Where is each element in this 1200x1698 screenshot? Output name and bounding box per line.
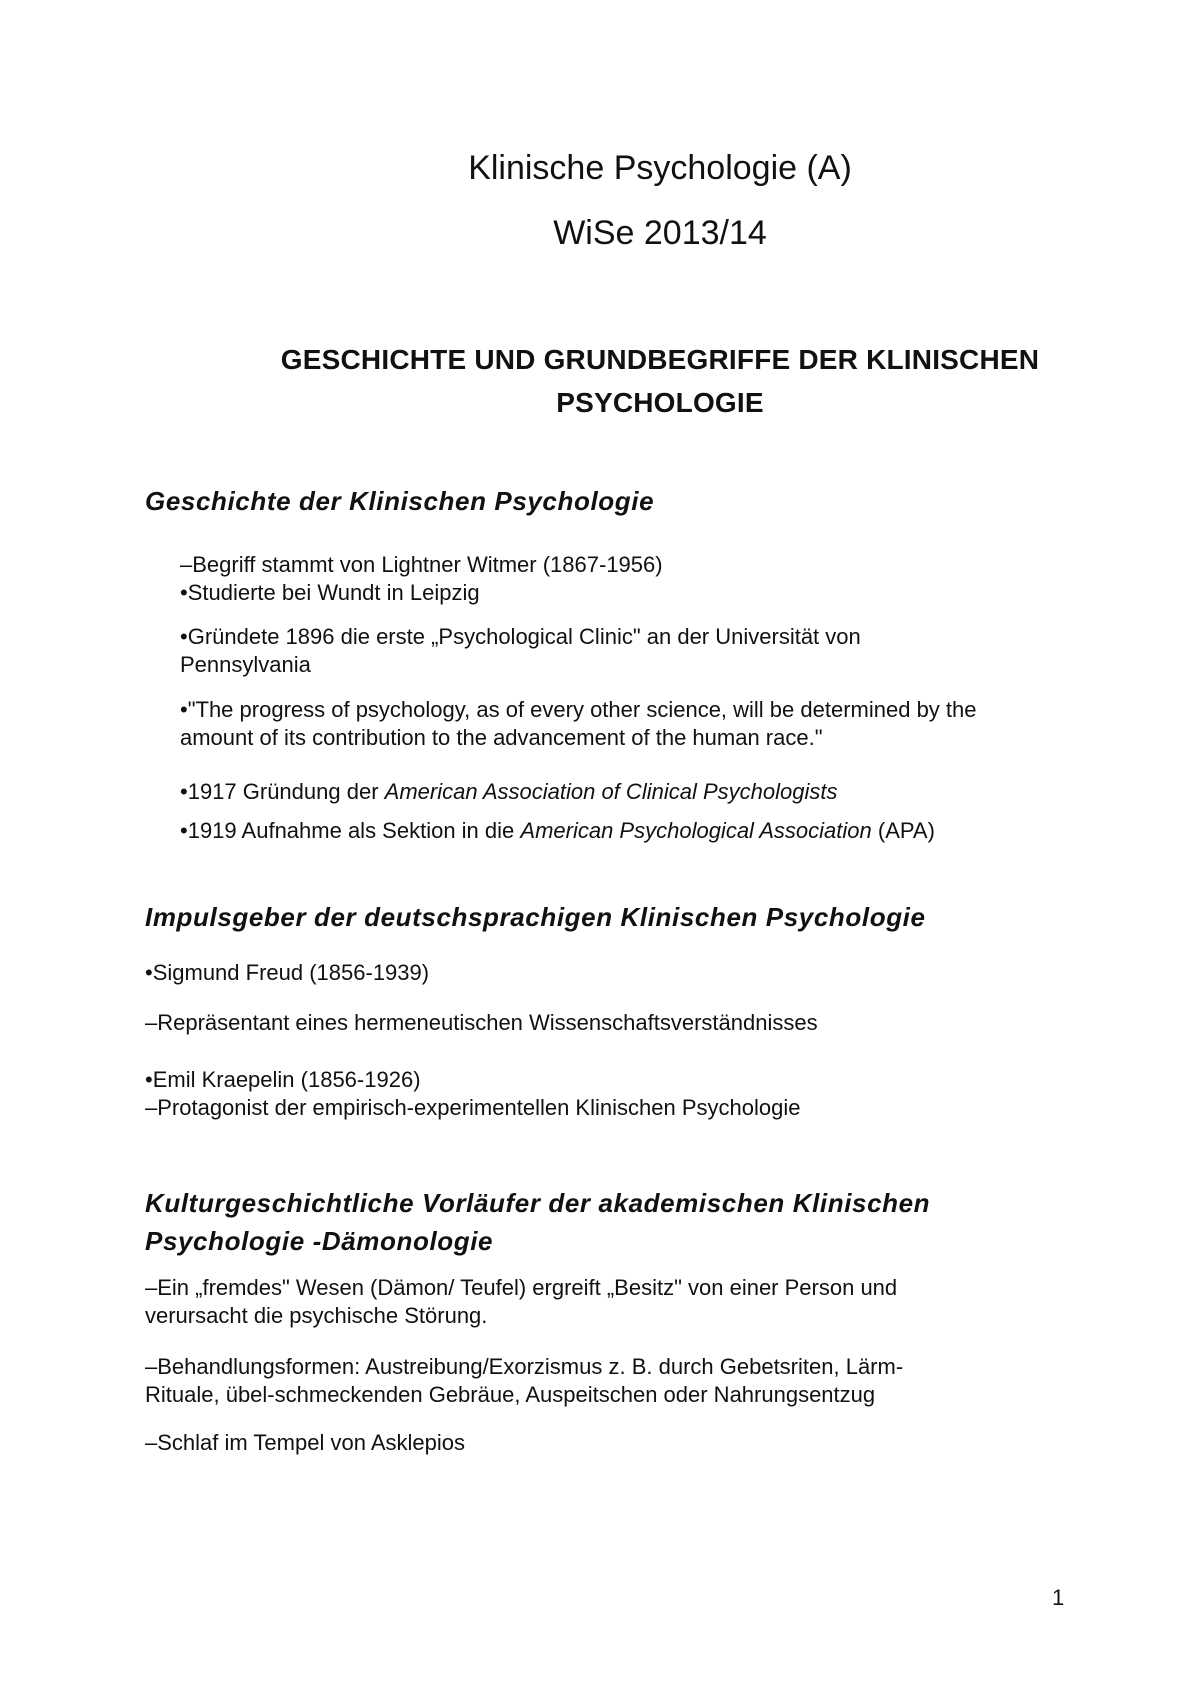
list-item-1917 [180, 779, 837, 805]
organization-name: American Association of Clinical Psychologists [384, 779, 838, 804]
list-item: •Gründete 1896 die erste „Psychological Clinic" an der Universität von [180, 624, 861, 649]
list-item-continuation: Pennsylvania [180, 652, 311, 677]
list-item: –Behandlungsformen: Austreibung/Exorzismus z. B. durch Gebetsriten, Lärm- [145, 1354, 904, 1379]
list-item-continuation: amount of its contribution to the advancement of the human race." [180, 725, 823, 750]
section-heading-impulsgeber: Impulsgeber der deutschsprachigen Klinischen Psychologie [145, 902, 926, 932]
section-heading-kulturgeschichte-line-2: Psychologie -Dämonologie [145, 1226, 494, 1256]
semester-label: WiSe 2013/14 [553, 214, 767, 252]
list-item-continuation: Rituale, übel-schmeckenden Gebräue, Auspeitschen oder Nahrungsentzug [145, 1382, 876, 1407]
section-heading-geschichte: Geschichte der Klinischen Psychologie [145, 486, 655, 516]
list-item: –Begriff stammt von Lightner Witmer (1867-1956) [180, 552, 663, 577]
list-item: •"The progress of psychology, as of every other science, will be determined by the [180, 697, 977, 722]
list-item: •Emil Kraepelin (1856-1926) [145, 1067, 421, 1092]
section-heading-kulturgeschichte-line-1: Kulturgeschichtliche Vorläufer der akademischen Klinischen [145, 1188, 931, 1218]
organization-name: American Psychological Association [520, 818, 872, 843]
list-item-text: (APA) [871, 818, 935, 843]
list-item: –Schlaf im Tempel von Asklepios [145, 1430, 465, 1455]
list-item: –Protagonist der empirisch-experimentellen Klinischen Psychologie [145, 1095, 801, 1120]
main-heading-line-2: PSYCHOLOGIE [556, 387, 764, 418]
list-item-text: •1917 Gründung der [180, 779, 385, 804]
list-item-continuation: verursacht die psychische Störung. [145, 1303, 488, 1328]
document-title: Klinische Psychologie (A) [468, 149, 852, 187]
list-item: –Ein „fremdes" Wesen (Dämon/ Teufel) ergreift „Besitz" von einer Person und [145, 1275, 898, 1300]
list-item: •Studierte bei Wundt in Leipzig [180, 580, 480, 605]
main-heading-line-1: GESCHICHTE UND GRUNDBEGRIFFE DER KLINISCHEN [280, 344, 1040, 375]
list-item: –Repräsentant eines hermeneutischen Wissenschaftsverständnisses [145, 1010, 818, 1035]
list-item-text: •1919 Aufnahme als Sektion in die [180, 818, 521, 843]
list-item-1919 [180, 818, 935, 844]
list-item: •Sigmund Freud (1856-1939) [145, 960, 430, 985]
page-number: 1 [1052, 1585, 1065, 1610]
